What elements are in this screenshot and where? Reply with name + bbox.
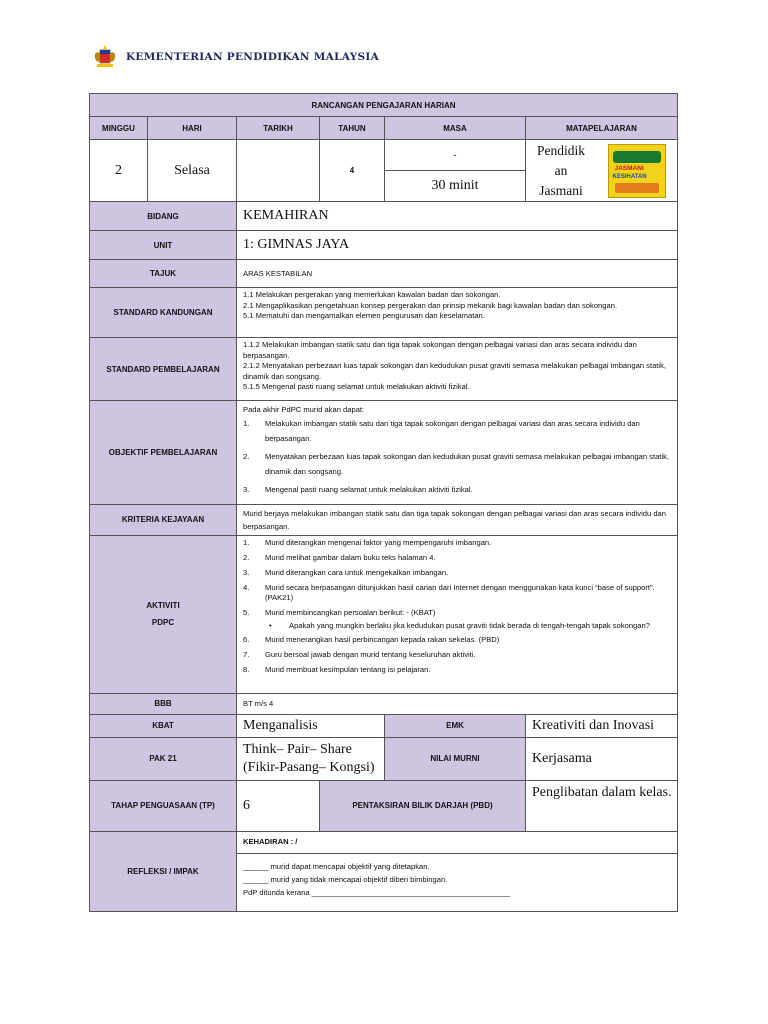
nilai-murni-label: NILAI MURNI [385,737,526,780]
list-item: 5. Murid membincangkan persoalan berikut: - (KBAT) [243,608,436,618]
list-item: 3. Murid diterangkan cara untuk mengekalkan imbangan. [243,567,449,577]
list-item: 8. Murid membuat kesimpulan tentang isi pelajaran. [243,664,431,674]
kk-content: Murid berjaya melakukan imbangan statik satu dan tiga tapak sokongan dengan pelbagai variasi dan aras secara individu dan berpasangan. [237,504,678,535]
kk-label: KRITERIA KEJAYAAN [90,504,237,535]
tahun-value: 4 [320,140,385,202]
malaysia-crest-icon [92,44,118,70]
pak21-label: PAK 21 [90,737,237,780]
list-item: 1. Melakukan imbangan statik satu dan tiga tapak sokongan dengan pelbagai variasi dan aras secara individu dan berpasangan. [243,419,640,443]
list-item: 6. Murid menerangkan hasil perbincangan kepada rakan sekelas. (PBD) [243,635,500,645]
masa-start: - [385,140,526,171]
masa-duration: 30 minit [385,171,526,202]
pbd-label: PENTAKSIRAN BILIK DARJAH (PBD) [320,780,526,831]
pak21-value: Think– Pair– Share (Fikir-Pasang– Kongsi) [237,737,385,780]
list-item: 1. Murid diterangkan mengenai faktor yang mempengaruhi imbangan. [243,537,492,547]
kbat-value: Menganalisis [237,714,385,737]
tajuk-value: ARAS KESTABILAN [237,260,678,288]
list-item: 7. Guru bersoal jawab dengan murid tentang keseluruhan aktiviti. [243,649,476,659]
unit-value: 1: GIMNAS JAYA [237,231,678,260]
tp-value: 6 [237,780,320,831]
minggu-value: 2 [90,140,148,202]
col-hari: HARI [148,117,237,140]
list-item: 2. Menyatakan perbezaan luas tapak sokongan dan kedudukan pusat graviti semasa melakukan pelbagai imbangan statik, dinamik dan songsang. [243,452,669,476]
bidang-label: BIDANG [90,202,237,231]
daily-lesson-plan-table [89,93,678,912]
sk-content: 1.1 Melakukan pergerakan yang memerlukan kawalan badan dan sokongan. 2.1 Mengaplikasikan pengetahuan konsep pergerakan dan prinsip mekanik bagi kawalan badan dan sokongan. 5.1 Mematuhi dan mengamalkan elemen pengurusan dan keselamatan. [237,288,678,338]
tarikh-value [237,140,320,202]
list-item: 4. Murid secara berpasangan ditunjukkan hasil carian dari Internet dengan menggunakan kata kunci “base of support”. (PAK21) [243,582,655,603]
aktiviti-content [237,535,678,693]
hari-value: Selasa [148,140,237,202]
kehadiran-field: KEHADIRAN : / [237,832,677,854]
sk-label: STANDARD KANDUNGAN [90,288,237,338]
ministry-name: KEMENTERIAN PENDIDIKAN MALAYSIA [126,51,380,63]
list-item: 2. Murid melihat gambar dalam buku teks halaman 4. [243,552,436,562]
op-label: OBJEKTIF PEMBELAJARAN [90,401,237,505]
nilai-murni-value: Kerjasama [526,737,678,780]
table-title: RANCANGAN PENGAJARAN HARIAN [90,94,678,117]
bbb-value: BT m/s 4 [237,693,678,714]
sp-content: 1.1.2 Melakukan imbangan statik satu dan tiga tapak sokongan dengan pelbagai variasi dan aras secara individu dan berpasangan. 2.1.2 Menyatakan perbezaan luas tapak sokongan dan kedudukan pusat graviti semasa melakukan pelbagai imbangan statik, dinamik dan songsang. 5.1.5 Mengenal pasti ruang selamat untuk melakukan aktiviti fizikal. [237,338,678,401]
bidang-value: KEMAHIRAN [237,202,678,231]
page-header [92,42,379,72]
emk-value: Kreativiti dan Inovasi [526,714,678,737]
col-matapelajaran: MATAPELAJARAN [526,117,678,140]
unit-label: UNIT [90,231,237,260]
textbook-cover-image: JASMANI KESIHATAN [608,144,666,198]
aktiviti-label: AKTIVITI PDPC [90,535,237,693]
list-item: 3. Mengenal pasti ruang selamat untuk melakukan aktiviti fizikal. [243,485,473,495]
col-tahun: TAHUN [320,117,385,140]
refleksi-label: REFLEKSI / IMPAK [90,831,237,911]
col-minggu: MINGGU [90,117,148,140]
refleksi-content [237,831,678,911]
sp-label: STANDARD PEMBELAJARAN [90,338,237,401]
bbb-label: BBB [90,693,237,714]
kbat-label: KBAT [90,714,237,737]
refleksi-lines: ______ murid dapat mencapai objektif yang ditetapkan. ______ murid yang tidak mencapai objektif diberi bimbingan. PdP ditunda kerana _______________________________________________ [243,861,511,897]
subject-cell [526,140,678,202]
col-masa: MASA [385,117,526,140]
tp-label: TAHAP PENGUASAAN (TP) [90,780,237,831]
col-tarikh: TARIKH [237,117,320,140]
subject-name: Pendidik an Jasmani [536,142,585,198]
emk-label: EMK [385,714,526,737]
pbd-value: Penglibatan dalam kelas. [526,780,678,831]
op-content: Pada akhir PdPC murid akan dapat: 1. Melakukan imbangan statik satu dan tiga tapak sokongan dengan pelbagai variasi dan aras secara individu dan berpasangan. 2. Menyatakan perbezaan luas tapak sokongan dan kedudukan pusat graviti semasa melakukan pelbagai imbangan statik, dinamik dan songsang. 3. Mengenal pasti ruang selamat untuk melakukan aktiviti fizikal. [237,401,678,505]
tajuk-label: TAJUK [90,260,237,288]
list-item: • Apakah yang mungkin berlaku jika kedudukan pusat graviti tidak berada di tengah-tengah tapak sokongan? [269,620,650,630]
